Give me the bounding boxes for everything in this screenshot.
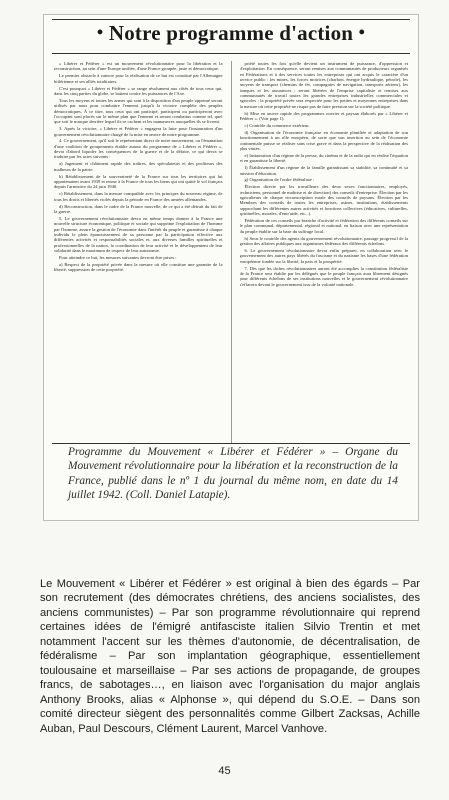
article-paragraph: d) Reconstruction, dans le cadre de la France nouvelle, de ce qui a été détruit du fait de la guerre. [54,203,223,214]
page-number: 45 [218,765,231,777]
body-paragraph: Le Mouvement « Libérer et Fédérer » est original à bien des égards – Par son recrutement (des démocrates chrétiens, des anciens socialistes, des anciens communistes) – Par son programme révolutionnaire qui reprend certaines idées de l'émigré antifasciste italien Silvio Trentin et met notamment l'accent sur les thèmes d'autonomie, de décentralisation, de fédéralisme – Par son implantation géographique, essentiellement toulousaine et marseillaise – Par ses actions de propagande, de groupes francs, de sabotages…, en liaison avec l'organisation du major anglais Anthony Brooks, alias « Alphonse », qui dépend du S.O.E. – Dans son comité directeur siègent des personnalités comme Gilbert Zacksas, Achille Auban, Paul Descours, Clément Laurent, Marcel Vanhove. [40,578,420,735]
article-paragraph: c) Rétablissement, dans la mesure compatible avec les principes du nouveau régime, de tous les droits et libertés violés depuis la période en France des armées allemandes. [54,191,223,202]
article-paragraph: f) Établissement d'un régime de la famille garantissant sa stabilité, sa continuité et sa mission d'éducation. [239,165,408,176]
article-paragraph: b) Mise en œuvre rapide des programmes ouvrier et paysan élaborés par « Libérer et Fédérer ». (Voir page 1). [239,110,408,122]
title-bullet-right: • [358,22,366,42]
clipping-title [44,21,418,46]
article-paragraph: g) Organisation de l'ordre fédéraliste : [244,177,315,183]
article-paragraph: 5. Le gouvernement révolutionnaire devra en même temps donner à la France une nouvelle structure économique, politique et sociale qui supprime l'exploitation de l'homme par l'homme, assure la gestion de l'économie dans l'intérêt du peuple et garantisse à chaque individu le plein épanouissement de sa personne par la participation effective aux différentes activités et responsabilités sociales et, aux diverses familles spirituelles et professionnelles de la nation, la coordination de leur activité et le développement de leur solidarité dans le maximum de respect de leur autonomie. [54,215,223,253]
article-paragraph: a) Respect de la propriété privée dans la mesure où elle constitue une garantie de la liberté, suppression de cette propriété. [54,261,223,273]
article-paragraph: a) Jugement et châtiment rapide des traîtres, des spéculateurs et des profiteurs des malheurs de la patrie. [54,161,223,172]
article-paragraph: Tous les moyens et toutes les armes qui sont à la disposition d'un peuple opprimé seront utilisés par nous pour combattre l'ennemi jusqu'à la victoire complète des peuples démocratiques. À ce titre, tous ceux qui ont participé, participent ou participeront avec l'occupant sont placés sur le même plan que l'ennemi et seront combattus comme tel, quel que soit le masque derrière lequel ils se cachent et les manœuvres auxquelles ils se livrent. [54,97,223,125]
article-paragraph: priété toutes les fois qu'elle devient un instrument de puissance, d'oppression et d'exploitation. En conséquence, seront remises aux communautés de producteurs organisés en Fédérations et à des services toutes les entreprises qui ont acquis le caractère d'un service public : les mines, les forces motrices (charbon, énergie hydraulique, pétrole), les moyens de transport (chemins de fer, compagnies de navigation, transports aériens), les banques et les assurances ; seront libérées de l'emprise capitaliste et remises aux communautés de travail toutes les grandes entreprises industrielles commerciales et agricoles ; la propriété privée sera respectée pour les petites et moyennes entreprises dans la mesure où cette propriété ne risque pas de faire pression sur la société politique. [239,61,408,109]
article-paragraph: 6. Le gouvernement révolutionnaire devra enfin préparer, en collaboration avec le gouvernement des autres pays libérés du fascisme et du nazisme les bases d'une fédération européenne fondée sur la liberté, la paix et la prospérité. [239,247,408,264]
title-rule [52,53,410,54]
clipping-caption: Programme du Mouvement « Libérer et Fédérer » – Organe du Mouvement révolutionnaire pour la libération et la reconstruction de la France, publié dans le nº 1 du journal du même nom, en date du 14 juillet 1942. (Coll. Daniel Latapie). [68,446,398,502]
title-bullet-left: • [96,22,104,42]
article-paragraph: 3. Après la victoire, « Libérer et Fédérer » engagera la lutte pour l'instauration d'un gouvernement révolutionnaire chargé de la mise en œuvre de notre programme. [54,126,223,137]
article-paragraph: 7. Dès que les tâches révolutionnaires auront été accomplies la constitution fédéraliste de la France sera établie par les délégués que le peuple français aura librement désignés pour différents échelons de ses institutions nouvelles et le gouvernement révolutionnaire s'effacera devant le gouvernement issu de la volonté nationale. [239,265,408,287]
article-paragraph: Élection directe par les travailleurs des deux sexes fonctionnaires, employés, techniciens, personnel de maîtrise et de direction) des conseils d'entreprise. Élection par les agriculteurs de chaque circonscription rurale des conseils de paysans. Élection par les Membres des conseils de toutes les entreprises, usines, institutions, établissements rapprochant les différentes autres activités et fonctions collectives (éducatives, culturelles, spirituelles, morales, d'entr'aide, etc...). [239,184,408,217]
newspaper-clipping [43,14,419,521]
clipping-title-text: Notre programme d'action [108,21,354,45]
article-paragraph: Le premier obstacle à vaincre pour la réalisation de ce but est constitué par l'Allemagne hitlérienne et ses alliés totalitaires. [54,73,223,84]
bottom-rule [52,443,410,444]
article-paragraph: « Libérer et Fédérer » est un mouvement révolutionnaire pour la libération et la reconstruction, au sein d'une Europe unifiée, d'une France groupée, juste et démocratique. [54,61,223,72]
article-paragraph: e) Instauration d'un régime de la presse, du cinéma et de la radio qui en réalise l'équation et en garantisse la liberté. [239,152,408,164]
article-paragraph: 4. Ce gouvernement, qu'il soit le représentant direct de notre mouvement, ou l'émanation d'une coalition de groupements établie autour du programme de « Libérer et Fédérer », devra d'abord liquider les conséquences de la guerre et de la défaite, ce qui devra se traduire par les actes suivants : [54,138,223,160]
article-paragraph: Fédération de ces conseils par branche d'activité et fédération des différents conseils sur le plan communal, départemental, régional et national, en liaison avec une représentation du peuple établie sur la base du suffrage local. [239,218,408,234]
article-right-column [240,61,409,443]
article-paragraph: b) Rétablissement de la souveraineté de la France sur tous les territoires qui lui appartenaient avant 1939 et retour à la France de tous les biens qui ont quitté le sol français depuis l'armistice du 24 juin 1940. [54,173,223,190]
top-rule [52,19,410,20]
article-paragraph: Pour atteindre ce but, les mesures suivantes devront être prises : [59,254,177,260]
article-paragraph: d) Organisation de l'économie française en économie planifiée et adaptation de son fonctionnement à un rôle européen, de sorte que son insertion au sein de l'économie continentale puisse se réaliser sans crise grave et dans la perspective de la réalisation des plus vastes. [239,129,408,151]
article-paragraph: h) Sous le contrôle des agents du gouvernement révolutionnaire, passage progressif de la gestion des affaires publiques aux organismes fédéraux des différents échelons. [239,235,408,246]
column-divider [231,61,232,443]
article-columns [54,61,408,443]
article-paragraph: c) Contrôle du commerce extérieur. [244,122,310,128]
article-left-column [54,61,223,443]
article-paragraph: C'est pourquoi « Libérer et Fédérer » se range résolument aux côtés de tous ceux qui, dans les cinq parties du globe, se battent contre les puissances de l'Axe. [54,85,223,96]
